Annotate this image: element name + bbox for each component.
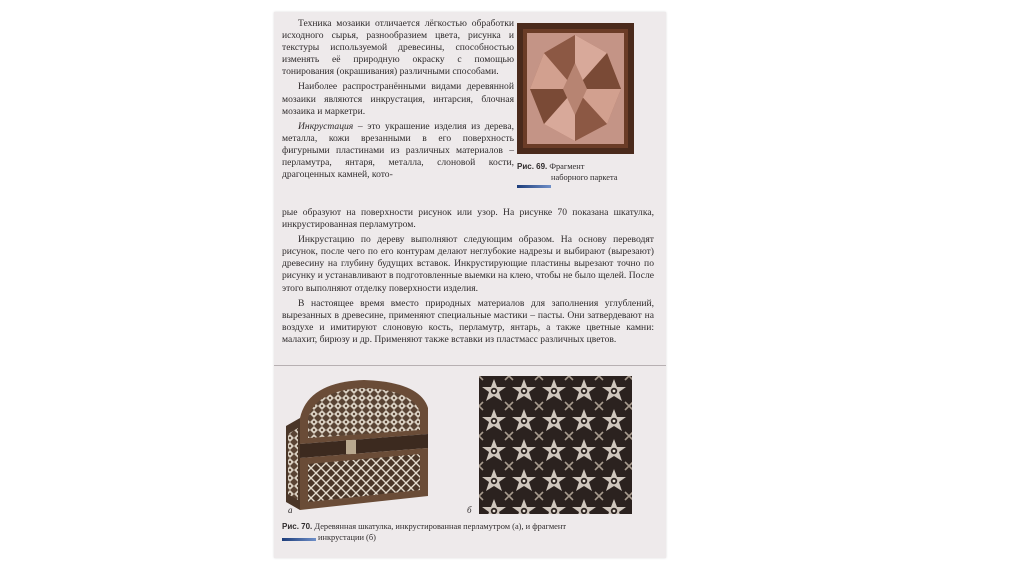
term-inlay: Инкрустация — [298, 120, 354, 132]
paragraph-inlay-process: Инкрустацию по дереву выполняют следующим образом. На основу переводят рисунок, после чего по его контурам делают неглубокие надрезы и выбирают (вырезают) древесину на глубину будущих вставок. Инкрустирующие пластины вырезают точно по рисунку и устанавливают в подготовленные выемки на клею, чтобы не было щелей. После этого выполняют отделку поверхности изделия. — [282, 234, 654, 294]
figure-69-accent-line — [517, 185, 551, 188]
paragraph-inlay-continued: рые образуют на поверхности рисунок или узор. На рисунке 70 показана шкатулка, инкрустированная перламутром. — [282, 207, 654, 231]
text-column-full — [282, 207, 654, 346]
inlay-fragment-figure — [479, 376, 632, 514]
paragraph-mosaic-types: Наиболее распространёнными видами деревянной мозаики являются инкрустация, интарсия, блочная мозаика и маркетри. — [282, 81, 514, 117]
figure-70-caption: Рис. 70. Деревянная шкатулка, инкрустированная перламутром (а), и фрагмент инкрустации (б) — [282, 522, 567, 542]
figure-divider — [274, 365, 666, 366]
parquet-figure — [517, 23, 634, 154]
textbook-page — [274, 12, 666, 558]
paragraph-mosaic-technique: Техника мозаики отличается лёгкостью обработки исходного сырья, разнообразием цвета, рисунка и текстуры используемой древесины, способностью изменять её природную окраску с помощью тонирования (окрашивания) различными способами. — [282, 18, 514, 78]
figure-70-label-b: б — [467, 505, 472, 515]
paragraph-mastics: В настоящее время вместо природных материалов для заполнения углублений, вырезанных в древесине, применяют специальные мастики – пасты. Они затвердевают на воздухе и имитируют слоновую кость, перламутр, янтарь, а также цветные камни: малахит, бирюзу и др. Применяют также вставки из пластмасс различных цветов. — [282, 297, 654, 345]
figure-70-label: Рис. 70. — [282, 522, 313, 531]
inlay-definition-text: – это украшение изделия из дерева, металла, кожи врезанными в его поверхность фигурными пластинами из различных материалов – перламутра, янтаря, металла, слоновой кости, драгоценных камней, кото- — [282, 120, 514, 181]
figure-70-label-a: а — [288, 505, 293, 515]
figure-69-label: Рис. 69. — [517, 162, 548, 171]
figure-70-accent-line — [282, 538, 316, 541]
inlaid-box-figure — [286, 378, 434, 516]
figure-69-caption: Рис. 69. Фрагмент наборного паркета — [517, 162, 618, 182]
paragraph-inlay-definition — [282, 121, 514, 181]
text-column-top — [282, 18, 514, 181]
